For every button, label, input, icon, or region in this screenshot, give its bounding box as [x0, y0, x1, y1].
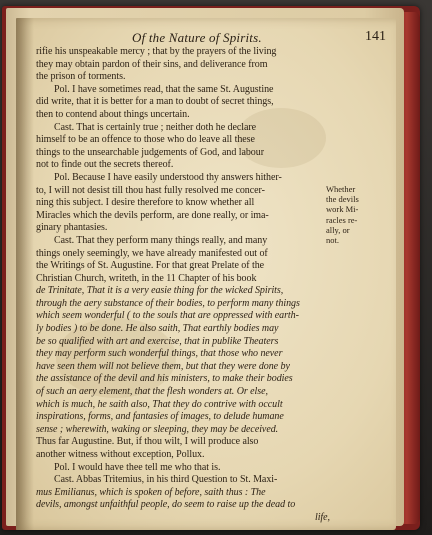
text-line: Cast. That they perform many things really, and many: [54, 234, 268, 246]
page-number: 141: [365, 29, 386, 44]
margin-note-line: racles re-: [326, 214, 358, 225]
text-line: which seem wonderful ( to the souls that are oppressed with earth-: [36, 310, 299, 322]
text-line: not to finde out the secrets thereof.: [36, 159, 174, 171]
text-line: to, I will not desist till thou hast fully resolved me concer-: [36, 184, 265, 196]
text-line: be so qualified with art and exercise, that in publike Theaters: [36, 335, 279, 347]
text-line: rifie his unspeakable mercy ; that by the prayers of the living: [36, 46, 277, 57]
text-line: ginary phantasies.: [36, 222, 108, 234]
text-line: sense ; wherewith, waking or sleeping, they may be deceived.: [36, 423, 279, 435]
text-line: they may obtain pardon of their sins, and deliverance from: [36, 58, 268, 70]
text-line: the assistance of the devil and his ministers, to make their bodies: [36, 373, 293, 385]
text-line: mus Emilianus, which is spoken of before, saith thus : The: [36, 486, 266, 498]
text-line: Christian Church, writeth, in the 11 Chapter of his book: [36, 272, 257, 284]
text-line: they may perform such wonderful things, that those who never: [36, 348, 283, 360]
text-line: things to the unsearchable judgements of God, and labour: [36, 146, 264, 158]
gutter-shadow: [16, 18, 34, 530]
margin-note-line: work Mi-: [326, 204, 359, 215]
running-head: Of the Nature of Spirits.: [132, 30, 262, 45]
margin-note-line: Whether: [326, 184, 356, 194]
text-line: devils, amongst unfaithful people, do seem to raise up the dead to: [36, 499, 296, 511]
text-line: Pol. Because I have easily understood thy answers hither-: [54, 171, 282, 183]
text-line: the Writings of St. Augustine. For that great Prelate of the: [36, 260, 265, 272]
text-line: ning this subject. I desire therefore to know whether all: [36, 197, 255, 209]
text-line: did write, that it is better for a man to doubt of secret things,: [36, 96, 274, 108]
text-line: Thus far Augustine. But, if thou wilt, I will produce also: [36, 436, 259, 448]
margin-note-line: not.: [326, 235, 339, 246]
text-line: Pol. I have sometimes read, that the same St. Augustine: [54, 83, 274, 95]
text-line: things onely seemingly, we have already manifested out of: [36, 247, 268, 259]
text-line: through the aery substance of their bodies, to perform many things: [36, 297, 300, 309]
text-line: himself to be an offence to those who do leave all these: [36, 134, 255, 146]
body-text: [36, 46, 330, 525]
text-line: ly bodies ) to be done. He also saith, That earthly bodies may: [36, 323, 279, 335]
text-line: Cast. Abbas Tritemius, in his third Question to St. Maxi-: [54, 474, 278, 486]
margin-note-line: ally, or: [326, 224, 350, 235]
margin-note-line: the devils: [326, 194, 359, 205]
text-line: Miracles which the devils perform, are done really, or ima-: [36, 209, 269, 221]
text-line: of such an aery element, that the flesh wonders at. Or else,: [36, 386, 268, 398]
text-line: which is much, he saith also, That they do contrive with occult: [36, 398, 283, 410]
text-line: Cast. That is certainly true ; neither doth he declare: [54, 121, 257, 133]
text-line: the prison of torments.: [36, 71, 126, 83]
text-line: another witness without exception, Pollux.: [36, 449, 205, 460]
text-line: then to contend about things uncertain.: [36, 108, 190, 120]
text-line: have seen them will not believe them, but that they were done by: [36, 360, 290, 372]
text-line: de Trinitate, That it is a very easie thing for the wicked Spirits,: [36, 285, 284, 297]
book-page: [16, 18, 396, 530]
text-line: life,: [314, 511, 330, 523]
text-line: inspirations, forms, and fantasies of images, to delude humane: [36, 411, 284, 423]
text-line: Pol. I would have thee tell me who that is.: [54, 461, 221, 473]
margin-note: [326, 184, 378, 245]
